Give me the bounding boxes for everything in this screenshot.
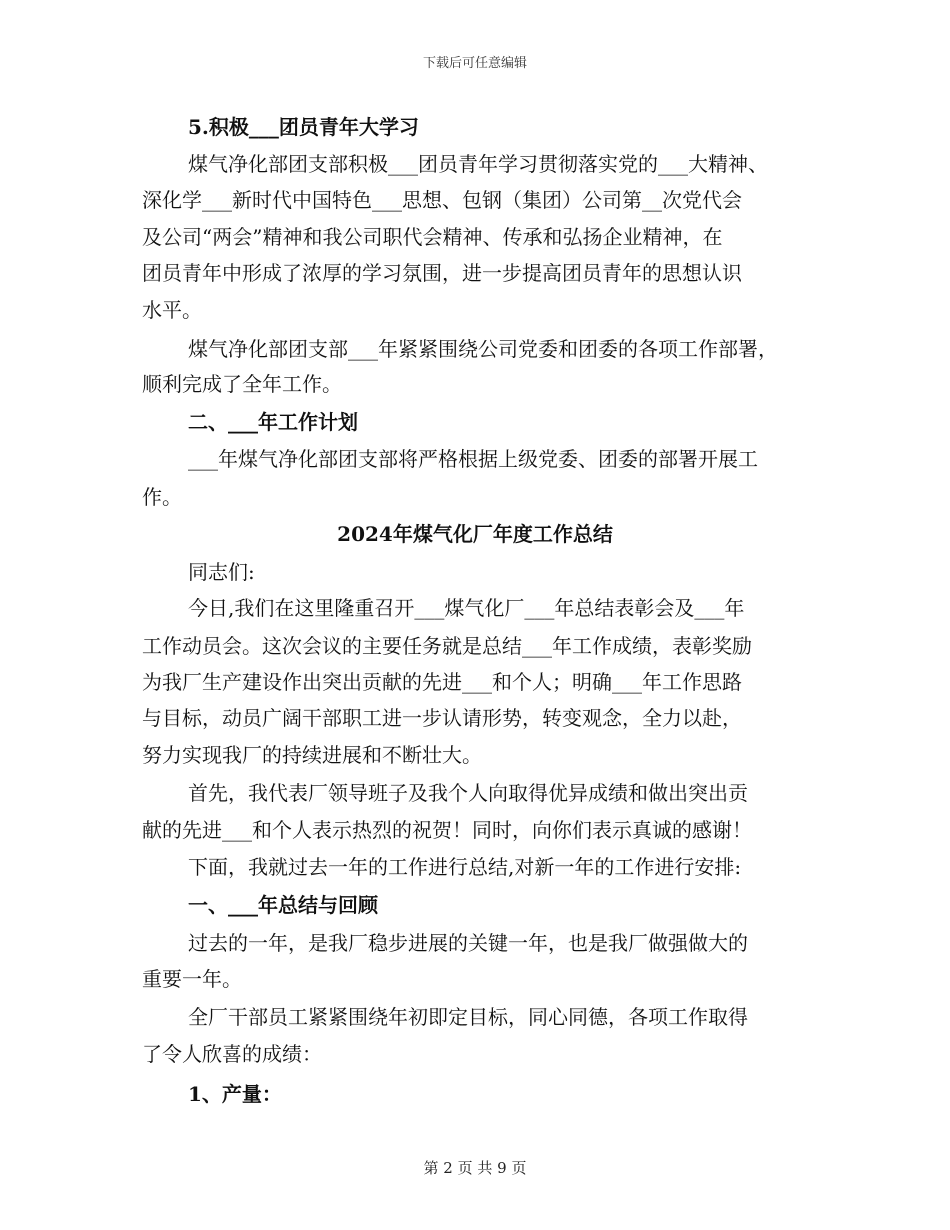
document-title: 2024年煤气化厂年度工作总结 bbox=[337, 522, 613, 546]
section-heading: 一、___年总结与回顾 bbox=[188, 893, 378, 917]
paragraph-line: 全厂干部员工紧紧围绕年初即定目标，同心同德，各项工作取得 bbox=[188, 1005, 748, 1029]
paragraph-line: 同志们: bbox=[188, 560, 255, 584]
paragraph-line: 献的先进___和个人表示热烈的祝贺！同时，向你们表示真诚的感谢！ bbox=[142, 818, 752, 842]
paragraph-line: 今日,我们在这里隆重召开___煤气化厂___年总结表彰会及___年 bbox=[188, 596, 745, 620]
section-heading: 二、___年工作计划 bbox=[188, 410, 358, 434]
paragraph-line: 作。 bbox=[142, 485, 182, 509]
paragraph-line: 努力实现我厂的持续进展和不断壮大。 bbox=[142, 743, 482, 767]
section-heading: 5.积极___团员青年大学习 bbox=[188, 115, 419, 139]
paragraph-line: 煤气净化部团支部积极___团员青年学习贯彻落实党的___大精神、 bbox=[188, 152, 768, 176]
paragraph-line: 过去的一年，是我厂稳步进展的关键一年，也是我厂做强做大的 bbox=[188, 931, 748, 955]
subsection-heading: 1、产量： bbox=[188, 1082, 282, 1106]
paragraph-line: 了令人欣喜的成绩： bbox=[142, 1042, 322, 1066]
paragraph-line: 下面，我就过去一年的工作进行总结,对新一年的工作进行安排: bbox=[188, 855, 742, 879]
paragraph-line: 为我厂生产建设作出突出贡献的先进___和个人；明确___年工作思路 bbox=[142, 670, 742, 694]
paragraph-line: 深化学___新时代中国特色___思想、包钢（集团）公司第__次党代会 bbox=[142, 188, 742, 212]
paragraph-line: 首先，我代表厂领导班子及我个人向取得优异成绩和做出突出贡 bbox=[188, 781, 748, 805]
paragraph-line: 煤气净化部团支部___年紧紧围绕公司党委和团委的各项工作部署， bbox=[188, 337, 778, 361]
paragraph-line: ___年煤气净化部团支部将严格根据上级党委、团委的部署开展工 bbox=[188, 447, 758, 471]
paragraph-line: 及公司“两会”精神和我公司职代会精神、传承和弘扬企业精神，在 bbox=[142, 225, 723, 249]
paragraph-line: 团员青年中形成了浓厚的学习氛围，进一步提高团员青年的思想认识 bbox=[142, 261, 742, 285]
paragraph-line: 工作动员会。这次会议的主要任务就是总结___年工作成绩，表彰奖励 bbox=[142, 634, 752, 658]
paragraph-line: 顺利完成了全年工作。 bbox=[142, 372, 342, 396]
paragraph-line: 水平。 bbox=[142, 298, 202, 322]
page-header: 下载后可任意编辑 bbox=[422, 56, 527, 71]
page-footer: 第 2 页 共 9 页 bbox=[423, 1159, 527, 1177]
paragraph-line: 与目标，动员广阔干部职工进一步认请形势，转变观念，全力以赴， bbox=[142, 706, 742, 730]
paragraph-line: 重要一年。 bbox=[142, 967, 242, 991]
